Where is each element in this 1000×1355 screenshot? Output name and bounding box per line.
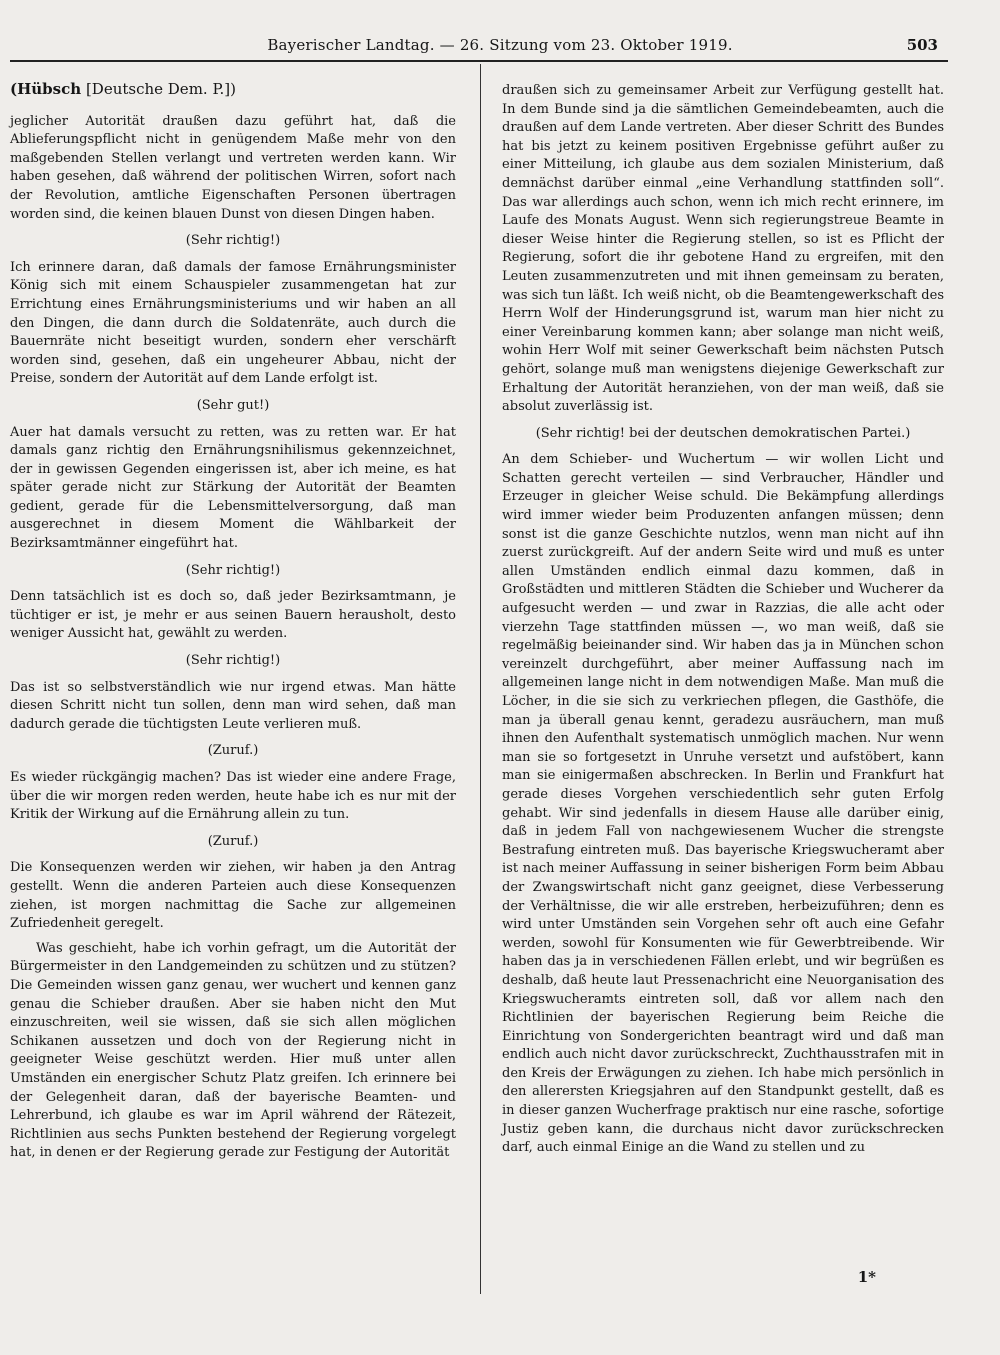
interjection: (Sehr richtig!) bbox=[185, 233, 281, 249]
paragraph: Was geschieht, habe ich vorhin gefragt, um die Autorität der Bürgermeister in den Landgemeinden zu schützen und zu stützen? Die Gemeinden wissen ganz genau, wer wuchert und kennen ganz genau die Schieber draußen. Aber sie haben nicht den Mut einzuschreiten, weil sie wissen, daß sie sich allen möglichen Schikanen aussetzen und doch von der Regierung nicht in geeigneter Weise geschützt werden. Hier muß unter allen Umständen ein energischer Schutz Platz greifen. Ich erinnere bei der Gelegenheit daran, daß der bayerische Beamten- und Lehrerbund, ich glaube es war im April während der Rätezeit, Richtlinien aus sechs Punkten bestehend der Regierung vorgelegt hat, in denen er der Regierung gerade zur Festigung der Autorität bbox=[10, 940, 456, 1161]
interjection: (Sehr gut!) bbox=[196, 397, 270, 413]
paragraph: Ich erinnere daran, daß damals der famose Ernährungsminister König sich mit einem Schauspieler zusammengetan hat zur Errichtung eines Ernährungsministeriums und wir haben an all den Dingen, die dann durch die Soldatenräte, auch durch die Bauernräte nicht beseitigt wurden, sondern eher verschärft worden sind, gesehen, daß ein ungeheurer Abbau, nicht der Preise, sondern der Autorität auf dem Lande erfolgt ist. bbox=[10, 259, 456, 387]
interjection: (Sehr richtig!) bbox=[185, 562, 281, 578]
speaker-heading bbox=[10, 80, 456, 99]
paragraph: Auer hat damals versucht zu retten, was zu retten war. Er hat damals ganz richtig den Ernährungsnihilismus gekennzeichnet, der in gewissen Gegenden eingerissen ist, aber ich meine, es hat später gerade nicht zur Stärkung der Autorität der Beamten gedient, gerade für die Lebensmittelversorgung, daß man ausgerechnet in diesem Moment die Wählbarkeit der Bezirksamtmänner eingeführt hat. bbox=[10, 424, 456, 552]
left-column bbox=[10, 80, 456, 1169]
header-rule bbox=[10, 60, 948, 62]
paragraph: Denn tatsächlich ist es doch so, daß jeder Bezirksamtmann, je tüchtiger er ist, je mehr er aus seinen Bauern herausholt, desto weniger Aussicht hat, gewählt zu werden. bbox=[10, 589, 456, 642]
paragraph: draußen sich zu gemeinsamer Arbeit zur Verfügung gestellt hat. In dem Bunde sind ja die sämtlichen Gemeindebeamten, auch die draußen auf dem Lande vertreten. Aber dieser Schritt des Bundes hat bis jetzt zu keinem positiven Ergebnisse geführt außer zu einer Mitteilung, ich glaube aus dem sozialen Ministerium, daß demnächst darüber einmal „eine Verhandlung stattfinden soll“. Das war allerdings auch schon, wenn ich mich recht erinnere, im Laufe des Monats August. Wenn sich regierungstreue Beamte in dieser Weise hinter die Regierung stellen, so ist es Pflicht der Regierung, sofort die ihr gebotene Hand zu ergreifen, mit den Leuten zusammenzutreten und mit ihnen gemeinsam zu beraten, was sich tun läßt. Ich weiß nicht, ob die Beamtengewerkschaft des Herrn Wolf der Hinderungsgrund ist, warum man hier nicht zu einer Vereinbarung kommen kann; aber solange man nicht weiß, wohin Herr Wolf mit seiner Gewerkschaft beim nächsten Putsch gehört, solange muß man wenigstens diejenige Gewerkschaft zur Erhaltung der Autorität heranziehen, von der man weiß, daß sie absolut zuverlässig ist. bbox=[502, 83, 944, 415]
interjection: (Sehr richtig! bei der deutschen demokratischen Partei.) bbox=[535, 425, 911, 441]
right-column bbox=[502, 82, 944, 1164]
interjection: (Zuruf.) bbox=[207, 833, 259, 849]
signature-mark: 1* bbox=[857, 1268, 876, 1286]
interjection: (Zuruf.) bbox=[207, 743, 259, 759]
paragraph: Das ist so selbstverständlich wie nur irgend etwas. Man hätte diesen Schritt nicht tun sollen, denn man wird sehen, daß man dadurch gerade die tüchtigsten Leute verlieren muß. bbox=[10, 679, 456, 732]
page-number: 503 bbox=[906, 36, 938, 54]
paragraph: Es wieder rückgängig machen? Das ist wieder eine andere Frage, über die wir morgen reden werden, heute habe ich es nur mit der Kritik der Wirkung auf die Ernährung allein zu tun. bbox=[10, 770, 456, 823]
paragraph: Die Konsequenzen werden wir ziehen, wir haben ja den Antrag gestellt. Wenn die anderen Parteien auch diese Konsequenzen ziehen, ist morgen nachmittag die Sache zur allgemeinen Zufriedenheit geregelt. bbox=[10, 860, 456, 932]
column-divider bbox=[480, 64, 481, 1294]
speaker-name: (Hübsch bbox=[10, 80, 82, 98]
interjection: (Sehr richtig!) bbox=[185, 653, 281, 669]
paragraph: An dem Schieber- und Wuchertum — wir wollen Licht und Schatten gerecht verteilen — sind Verbraucher, Händler und Erzeuger in gleicher Weise schuld. Die Bekämpfung allerdings wird immer wieder beim Produzenten anfangen müssen; denn sonst ist die ganze Geschichte nutzlos, wenn man nicht auf ihn zuerst zurückgreift. Auf der andern Seite wird und muß es unter allen Umständen endlich einmal dazu kommen, daß in Großstädten und mittleren Städten die Schieber und Wucherer da aufgesucht werden — und zwar in Razzias, die alle acht oder vierzehn Tage stattfinden müssen —, wo man weiß, daß sie regelmäßig beieinander sind. Wir haben das ja in München schon vereinzelt durchgeführt, aber meiner Auffassung nach im allgemeinen lange nicht in dem notwendigen Maße. Man muß die Löcher, in die sie sich zu verkriechen pflegen, die Gasthöfe, die man ja überall genau kennt, geradezu ausräuchern, man muß ihnen den Aufenthalt systematisch unmöglich machen. Nur wenn man sie so fortgesetzt in Unruhe versetzt und aufstöbert, kann man sie einigermaßen abschrecken. In Berlin und Frankfurt hat gerade dieses Vorgehen verschiedentlich sehr guten Erfolg gehabt. Wir sind jedenfalls in diesem Hause alle darüber einig, daß in jedem Fall von nachgewiesenem Wucher die strengste Bestrafung eintreten muß. Das bayerische Kriegswucheramt aber ist nach meiner Auffassung in seiner bisherigen Form beim Abbau der Zwangswirtschaft nicht ganz geeignet, diese Verbesserung der Verhältnisse, die wir alle erstreben, herbeizuführen; denn es wird unter Umständen sein Vorgehen sehr oft auch eine Gefahr werden, sowohl für Konsumenten wie für Gewerbtreibende. Wir haben das ja in verschiedenen Fällen erlebt, und wir begrüßen es deshalb, daß heute laut Pressenachricht eine Neuorganisation des Kriegswucheramts eintreten soll, daß vor allem nach den Richtlinien der bayerischen Regierung beim Reiche die Einrichtung von Sondergerichten beantragt wird und daß man endlich auch nicht davor zurückschreckt, Zuchthausstrafen mit in den Kreis der Erwägungen zu ziehen. Ich habe mich persönlich in den allerersten Kriegsjahren auf den Standpunkt gestellt, daß es in dieser ganzen Wucherfrage praktisch nur eine rasche, sofortige Justiz geben kann, die durchaus nicht davor zurückschrecken darf, auch einmal Einige an die Wand zu stellen und zu bbox=[502, 452, 944, 1156]
page-header bbox=[10, 28, 990, 62]
paragraph: jeglicher Autorität draußen dazu geführt hat, daß die Ablieferungspflicht nicht in genügendem Maße mehr von den maßgebenden Stellen verlangt und vertreten werden kann. Wir haben gesehen, daß während der politischen Wirren, sofort nach der Revolution, amtliche Eigenschaften Personen übertragen worden sind, die keinen blauen Dunst von diesen Dingen haben. bbox=[10, 113, 456, 222]
speaker-party: [Deutsche Dem. P.]) bbox=[85, 80, 236, 98]
running-title: Bayerischer Landtag. — 26. Sitzung vom 23. Oktober 1919. bbox=[267, 36, 733, 54]
